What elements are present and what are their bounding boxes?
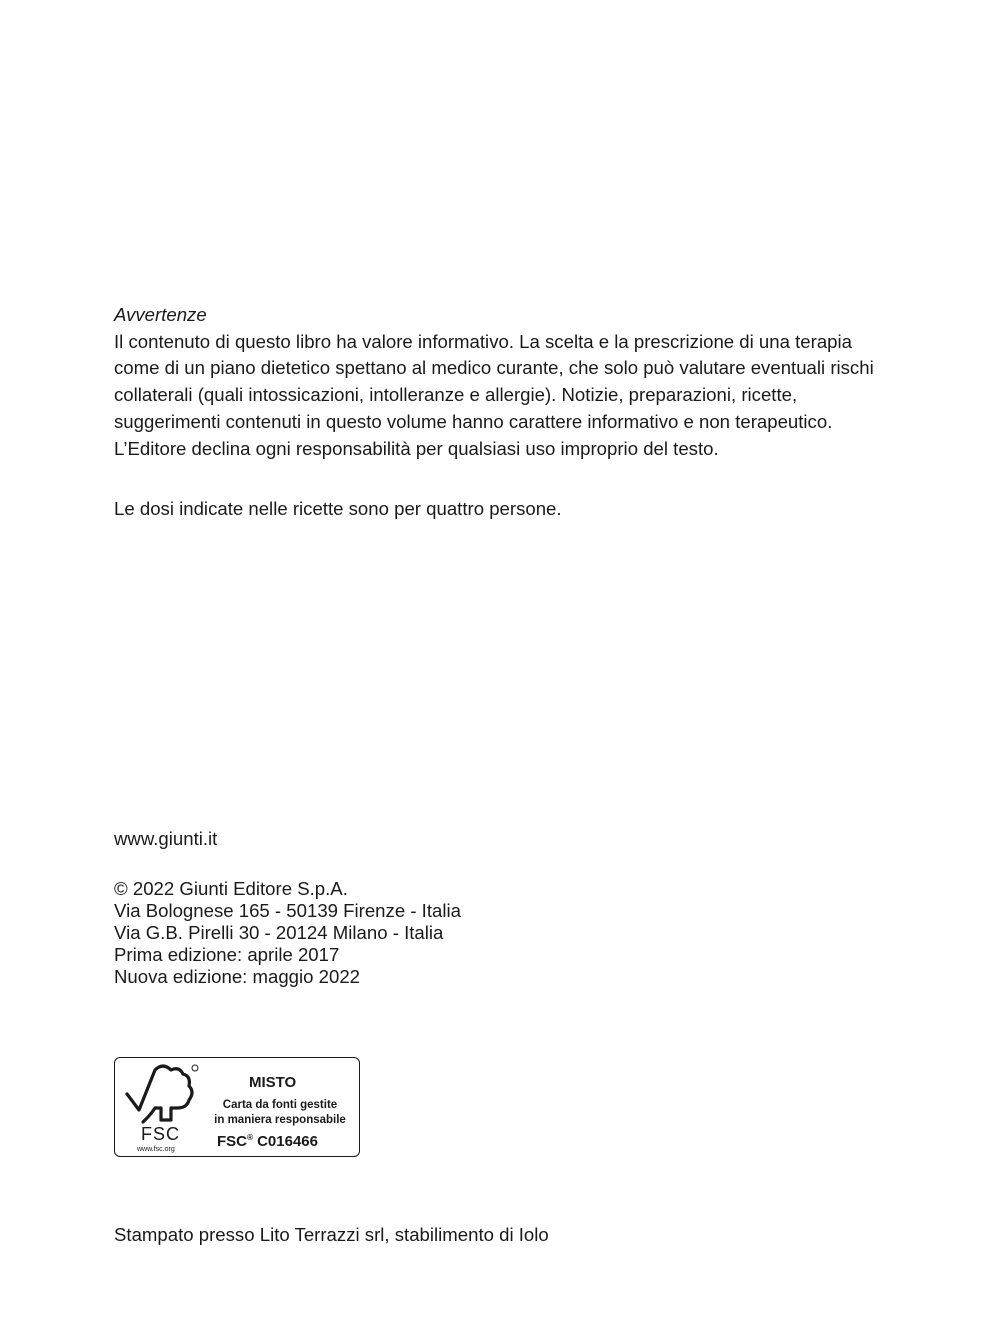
fsc-description <box>205 1098 355 1128</box>
printer-line: Stampato presso Lito Terrazzi srl, stabilimento di Iolo <box>114 1224 549 1245</box>
fsc-label <box>114 1057 360 1157</box>
doses-note: Le dosi indicate nelle ricette sono per quattro persone. <box>114 498 562 519</box>
fsc-tree-icon <box>125 1064 201 1126</box>
fsc-category: MISTO <box>249 1074 297 1091</box>
fsc-code-number: C016466 <box>257 1133 318 1150</box>
fsc-url: www.fsc.org <box>137 1146 175 1153</box>
fsc-description-line2: in maniera responsabile <box>214 1114 346 1126</box>
fsc-code-prefix: FSC <box>217 1133 247 1150</box>
address-firenze: Via Bolognese 165 - 50139 Firenze - Italia <box>114 900 461 921</box>
fsc-registered-mark: ® <box>247 1133 253 1142</box>
imprint-section <box>114 878 461 988</box>
copyright-line: © 2022 Giunti Editore S.p.A. <box>114 878 348 899</box>
address-milano: Via G.B. Pirelli 30 - 20124 Milano - Italia <box>114 922 444 943</box>
fsc-code <box>217 1133 318 1150</box>
website-link[interactable]: www.giunti.it <box>114 828 218 849</box>
warning-title: Avvertenze <box>114 304 207 325</box>
warning-section <box>114 302 894 462</box>
new-edition: Nuova edizione: maggio 2022 <box>114 966 361 987</box>
first-edition: Prima edizione: aprile 2017 <box>114 944 340 965</box>
warning-body: Il contenuto di questo libro ha valore informativo. La scelta e la prescrizione di una terapia come di un piano dietetico spettano al medico curante, che solo può valutare eventuali rischi collaterali (quali intossicazioni, intolleranze e allergie). Notizie, preparazioni, ricette, suggerimenti contenuti in questo volume hanno carattere informativo e non terapeutico. L’Editore declina ogni responsabilità per qualsiasi uso improprio del testo. <box>114 330 874 459</box>
fsc-logo <box>123 1062 203 1152</box>
fsc-logo-text: FSC <box>141 1124 180 1144</box>
fsc-description-line1: Carta da fonti gestite <box>222 1099 338 1111</box>
